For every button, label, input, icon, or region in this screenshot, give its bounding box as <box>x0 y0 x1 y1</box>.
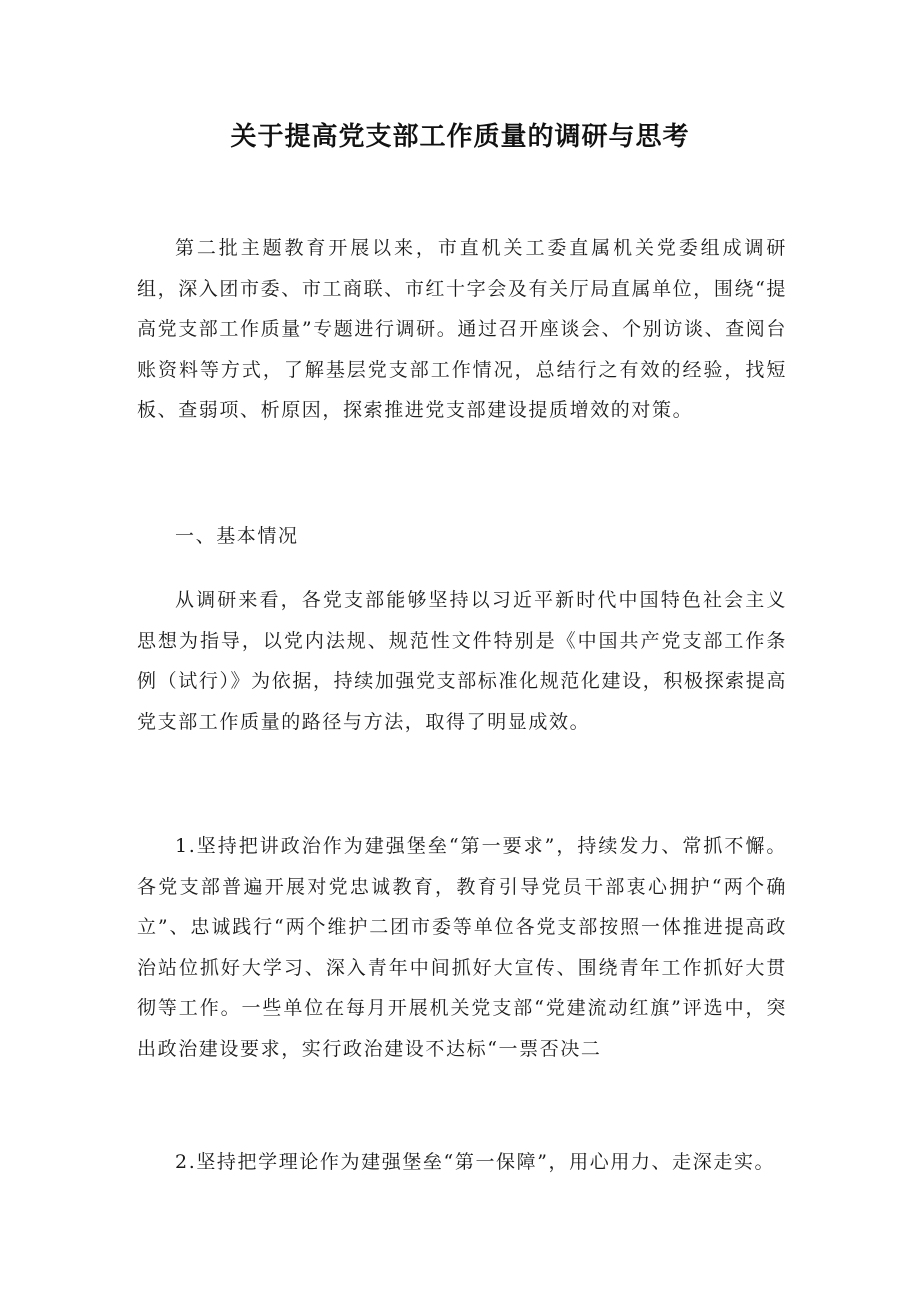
document-title: 关于提高党支部工作质量的调研与思考 <box>230 122 690 152</box>
point-1-paragraph: 1.坚持把讲政治作为建强堡垒“第一要求”，持续发力、常抓不懈。各党支部普遍开展对党忠诚教育，教育引导党员干部衷心拥护“两个确立”、忠诚践行“两个维护二团市委等单位各党支部按照一体推进提高政治站位抓好大学习、深入青年中间抓好大宣传、围绕青年工作抓好大贯彻等工作。一些单位在每月开展机关党支部“党建流动红旗”评选中，突出政治建设要求，实行政治建设不达标“一票否决二 <box>137 835 787 1060</box>
intro-paragraph: 第二批主题教育开展以来，市直机关工委直属机关党委组成调研组，深入团市委、市工商联、市红十字会及有关厅局直属单位，围绕“提高党支部工作质量”专题进行调研。通过召开座谈会、个别访谈、查阅台账资料等方式，了解基层党支部工作情况，总结行之有效的经验，找短板、查弱项、析原因，探索推进党支部建设提质增效的对策。 <box>137 237 787 421</box>
research-findings-paragraph: 从调研来看，各党支部能够坚持以习近平新时代中国特色社会主义思想为指导，以党内法规、规范性文件特别是《中国共产党支部工作条例（试行）》为依据，持续加强党支部标准化规范化建设，积极探索提高党支部工作质量的路径与方法，取得了明显成效。 <box>137 589 787 733</box>
point-2-paragraph: 2.坚持把学理论作为建强堡垒“第一保障”，用心用力、走深走实。 <box>175 1151 776 1173</box>
section-heading-basic-situation: 一、基本情况 <box>175 525 299 547</box>
